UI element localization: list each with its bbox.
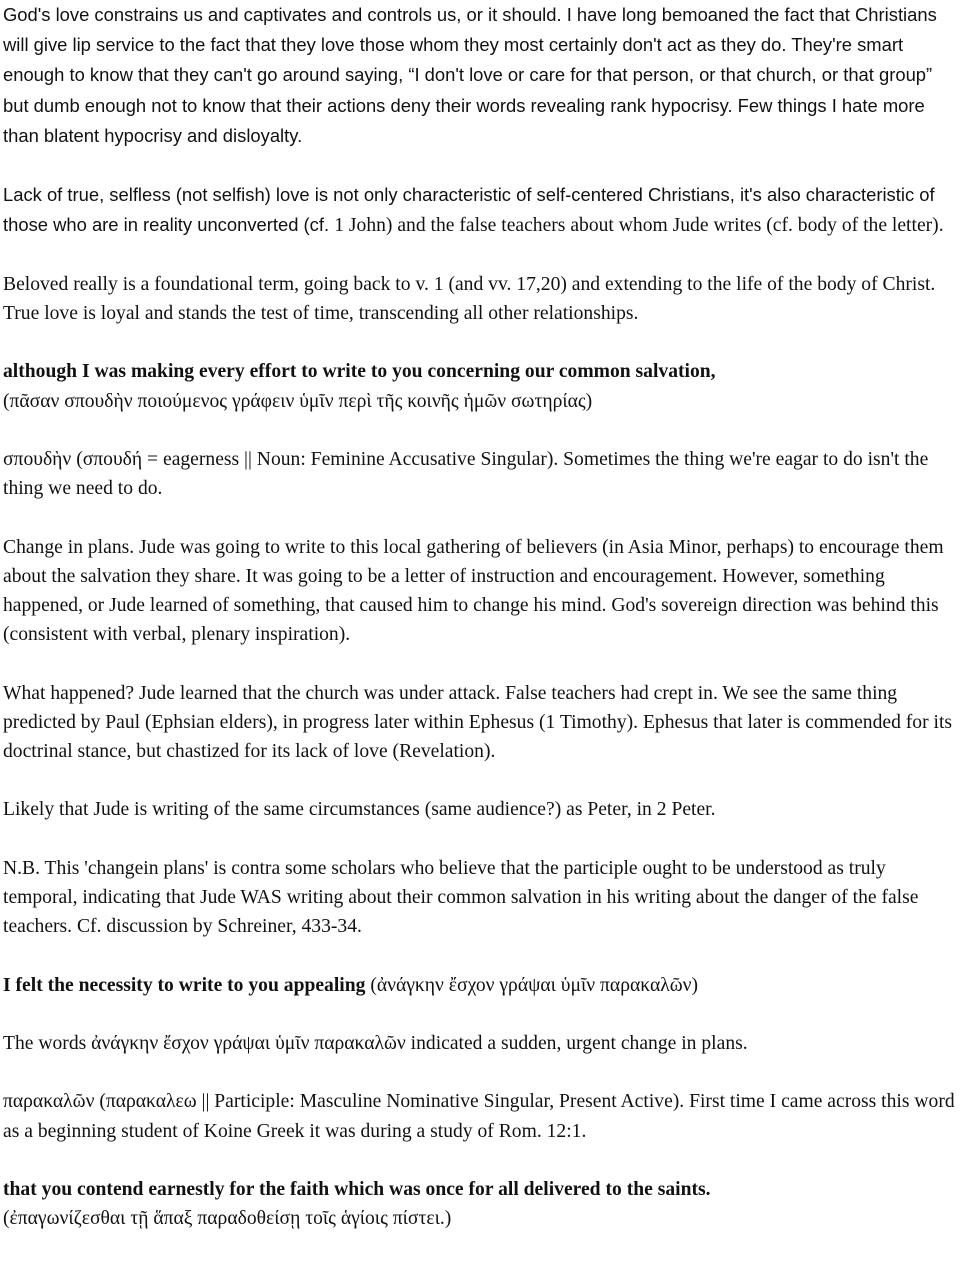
paragraph-nb: N.B. This 'changein plans' is contra some scholars who believe that the participle ought to be understood as truly temporal, indicating that Jude WAS writing about their common salvation in his writing about the danger of the false teachers. Cf. discussion by Schreiner, 433-34. (3, 857, 919, 938)
verse-english: I felt the necessity to write to you appealing (3, 974, 366, 996)
paragraph-verse-contend (3, 1175, 958, 1233)
paragraph-text: God's love constrains us and captivates and controls us, or it should. I have long bemoaned the fact that Christians will give lip service to the fact that they love those whom they most certainly don't act as they do. They're smart enough to know that they can't go around saying, “I don't love or care for that person, or that church, or that group” but dumb enough not to know that their actions deny their words revealing rank hypocrisy. Few things I hate more than blatent hypocrisy and disloyalty. (3, 4, 937, 146)
verse-english: although I was making every effort to write to you concerning our common salvation, (3, 361, 716, 383)
paragraph-text-serif: 1 John) and the false teachers about whom Jude writes (cf. body of the letter). (334, 215, 944, 237)
paragraph-text-sans: Lack of true, selfless (not selfish) love is not only characteristic of self-centered Christians, it's also characteristic of those who are in reality unconverted (cf. (3, 184, 935, 236)
paragraph-change-in-plans: Change in plans. Jude was going to write to this local gathering of believers (in Asia Minor, perhaps) to encourage them about the salvation they share. It was going to be a letter of instruction and encouragement. However, something happened, or Jude learned of something, that caused him to change his mind. God's sovereign direction was behind this (consistent with verbal, plenary inspiration). (3, 536, 944, 646)
paragraph-gods-love (3, 0, 958, 151)
paragraph-likely: Likely that Jude is writing of the same circumstances (same audience?) as Peter, in 2 Peter. (3, 799, 716, 821)
verse-english: that you contend earnestly for the faith which was once for all delivered to the saints. (3, 1178, 711, 1200)
paragraph-parakalon: παρακαλῶν (παρακαλεω || Participle: Masculine Nominative Singular, Present Active). First time I came across this word as a beginning student of Koine Greek it was during a study of Rom. 12:1. (3, 1091, 955, 1142)
document-page (3, 0, 958, 1263)
paragraph-what-happened: What happened? Jude learned that the church was under attack. False teachers had crept in. We see the same thing predicted by Paul (Ephsian elders), in progress later within Ephesus (1 Timothy). Ephesus that later is commended for its doctrinal stance, but chastized for its lack of love (Revelation). (3, 682, 953, 762)
paragraph-beloved: Beloved really is a foundational term, going back to v. 1 (and vv. 17,20) and extending to the life of the body of Christ. True love is loyal and stands the test of time, transcending all other relationships. (3, 273, 936, 324)
verse-greek: (ἐπαγωνίζεσθαι τῇ ἅπαξ παραδοθείσῃ τοῖς ἁγίοις πίστει.) (3, 1208, 452, 1230)
paragraph-the-words: The words ἀνάγκην ἔσχον γράψαι ὑμῖν παρακαλῶν indicated a sudden, urgent change in plans. (3, 1032, 748, 1054)
verse-greek: (ἀνάγκην ἔσχον γράψαι ὑμῖν παρακαλῶν) (365, 974, 698, 996)
paragraph-lack-of-love (3, 180, 958, 240)
paragraph-spouden: σπουδὴν (σπουδή = eagerness || Noun: Feminine Accusative Singular). Sometimes the thing we're eagar to do isn't the thing we need to do. (3, 448, 929, 500)
verse-greek: (πᾶσαν σπουδὴν ποιούμενος γράφειν ὑμῖν περὶ τῆς κοινῆς ἡμῶν σωτηρίας) (3, 390, 593, 412)
paragraph-verse-necessity (3, 971, 958, 1000)
paragraph-verse-common-salvation (3, 357, 958, 415)
